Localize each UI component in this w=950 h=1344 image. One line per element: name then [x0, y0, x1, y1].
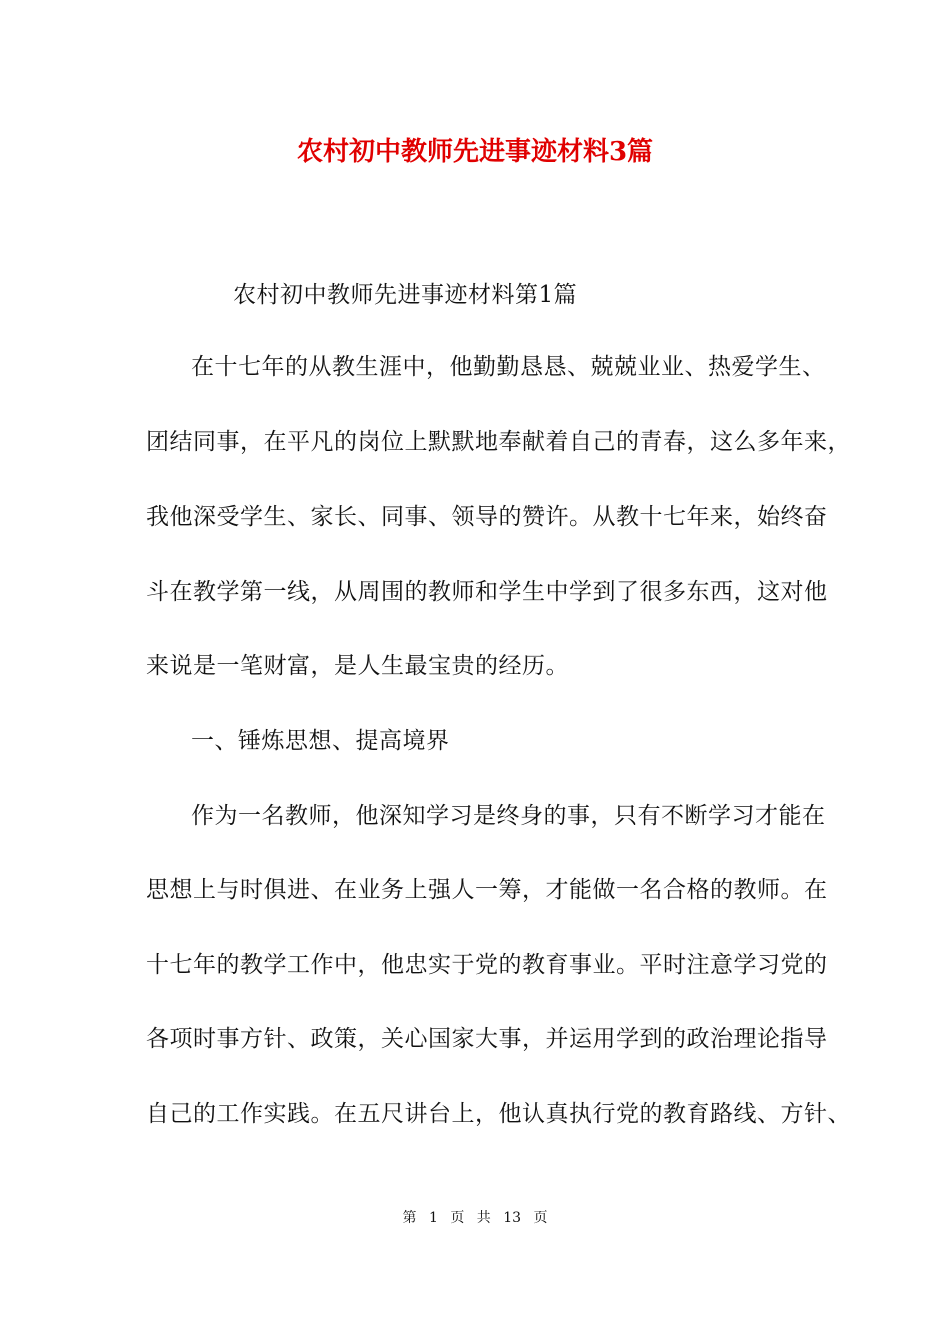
- footer-suffix: 页: [533, 1210, 548, 1226]
- page-number-footer: [0, 1208, 950, 1228]
- paragraph-line: 斗在教学第一线，从周围的教师和学生中学到了很多东西，这对他: [146, 579, 828, 605]
- paragraph-line: 团结同事，在平凡的岗位上默默地奉献着自己的青春，这么多年来，: [146, 429, 851, 455]
- paragraph-line: 作为一名教师，他深知学习是终身的事，只有不断学习才能在: [191, 803, 826, 829]
- section-heading: 一、锤炼思想、提高境界: [191, 728, 450, 754]
- paragraph-line: 在十七年的从教生涯中，他勤勤恳恳、兢兢业业、热爱学生、: [191, 354, 826, 380]
- footer-page-number: 1: [428, 1210, 438, 1226]
- paragraph-line: 我他深受学生、家长、同事、领导的赞许。从教十七年来，始终奋: [146, 504, 828, 530]
- paragraph-line: 十七年的教学工作中，他忠实于党的教育事业。平时注意学习党的: [146, 952, 828, 978]
- footer-total-pages: 13: [503, 1210, 522, 1226]
- paragraph-line: 来说是一笔财富，是人生最宝贵的经历。: [146, 653, 569, 679]
- paragraph-line: 自己的工作实践。在五尺讲台上，他认真执行党的教育路线、方针、: [146, 1101, 851, 1127]
- section-title: 农村初中教师先进事迹材料第1篇: [233, 282, 578, 308]
- footer-prefix: 第: [402, 1210, 417, 1226]
- paragraph-line: 各项时事方针、政策，关心国家大事，并运用学到的政治理论指导: [146, 1026, 828, 1052]
- page-title: 农村初中教师先进事迹材料3篇: [296, 137, 654, 167]
- paragraph-line: 思想上与时俱进、在业务上强人一筹，才能做一名合格的教师。在: [146, 877, 828, 903]
- footer-total-label: 共: [476, 1210, 491, 1226]
- footer-page-label: 页: [450, 1210, 465, 1226]
